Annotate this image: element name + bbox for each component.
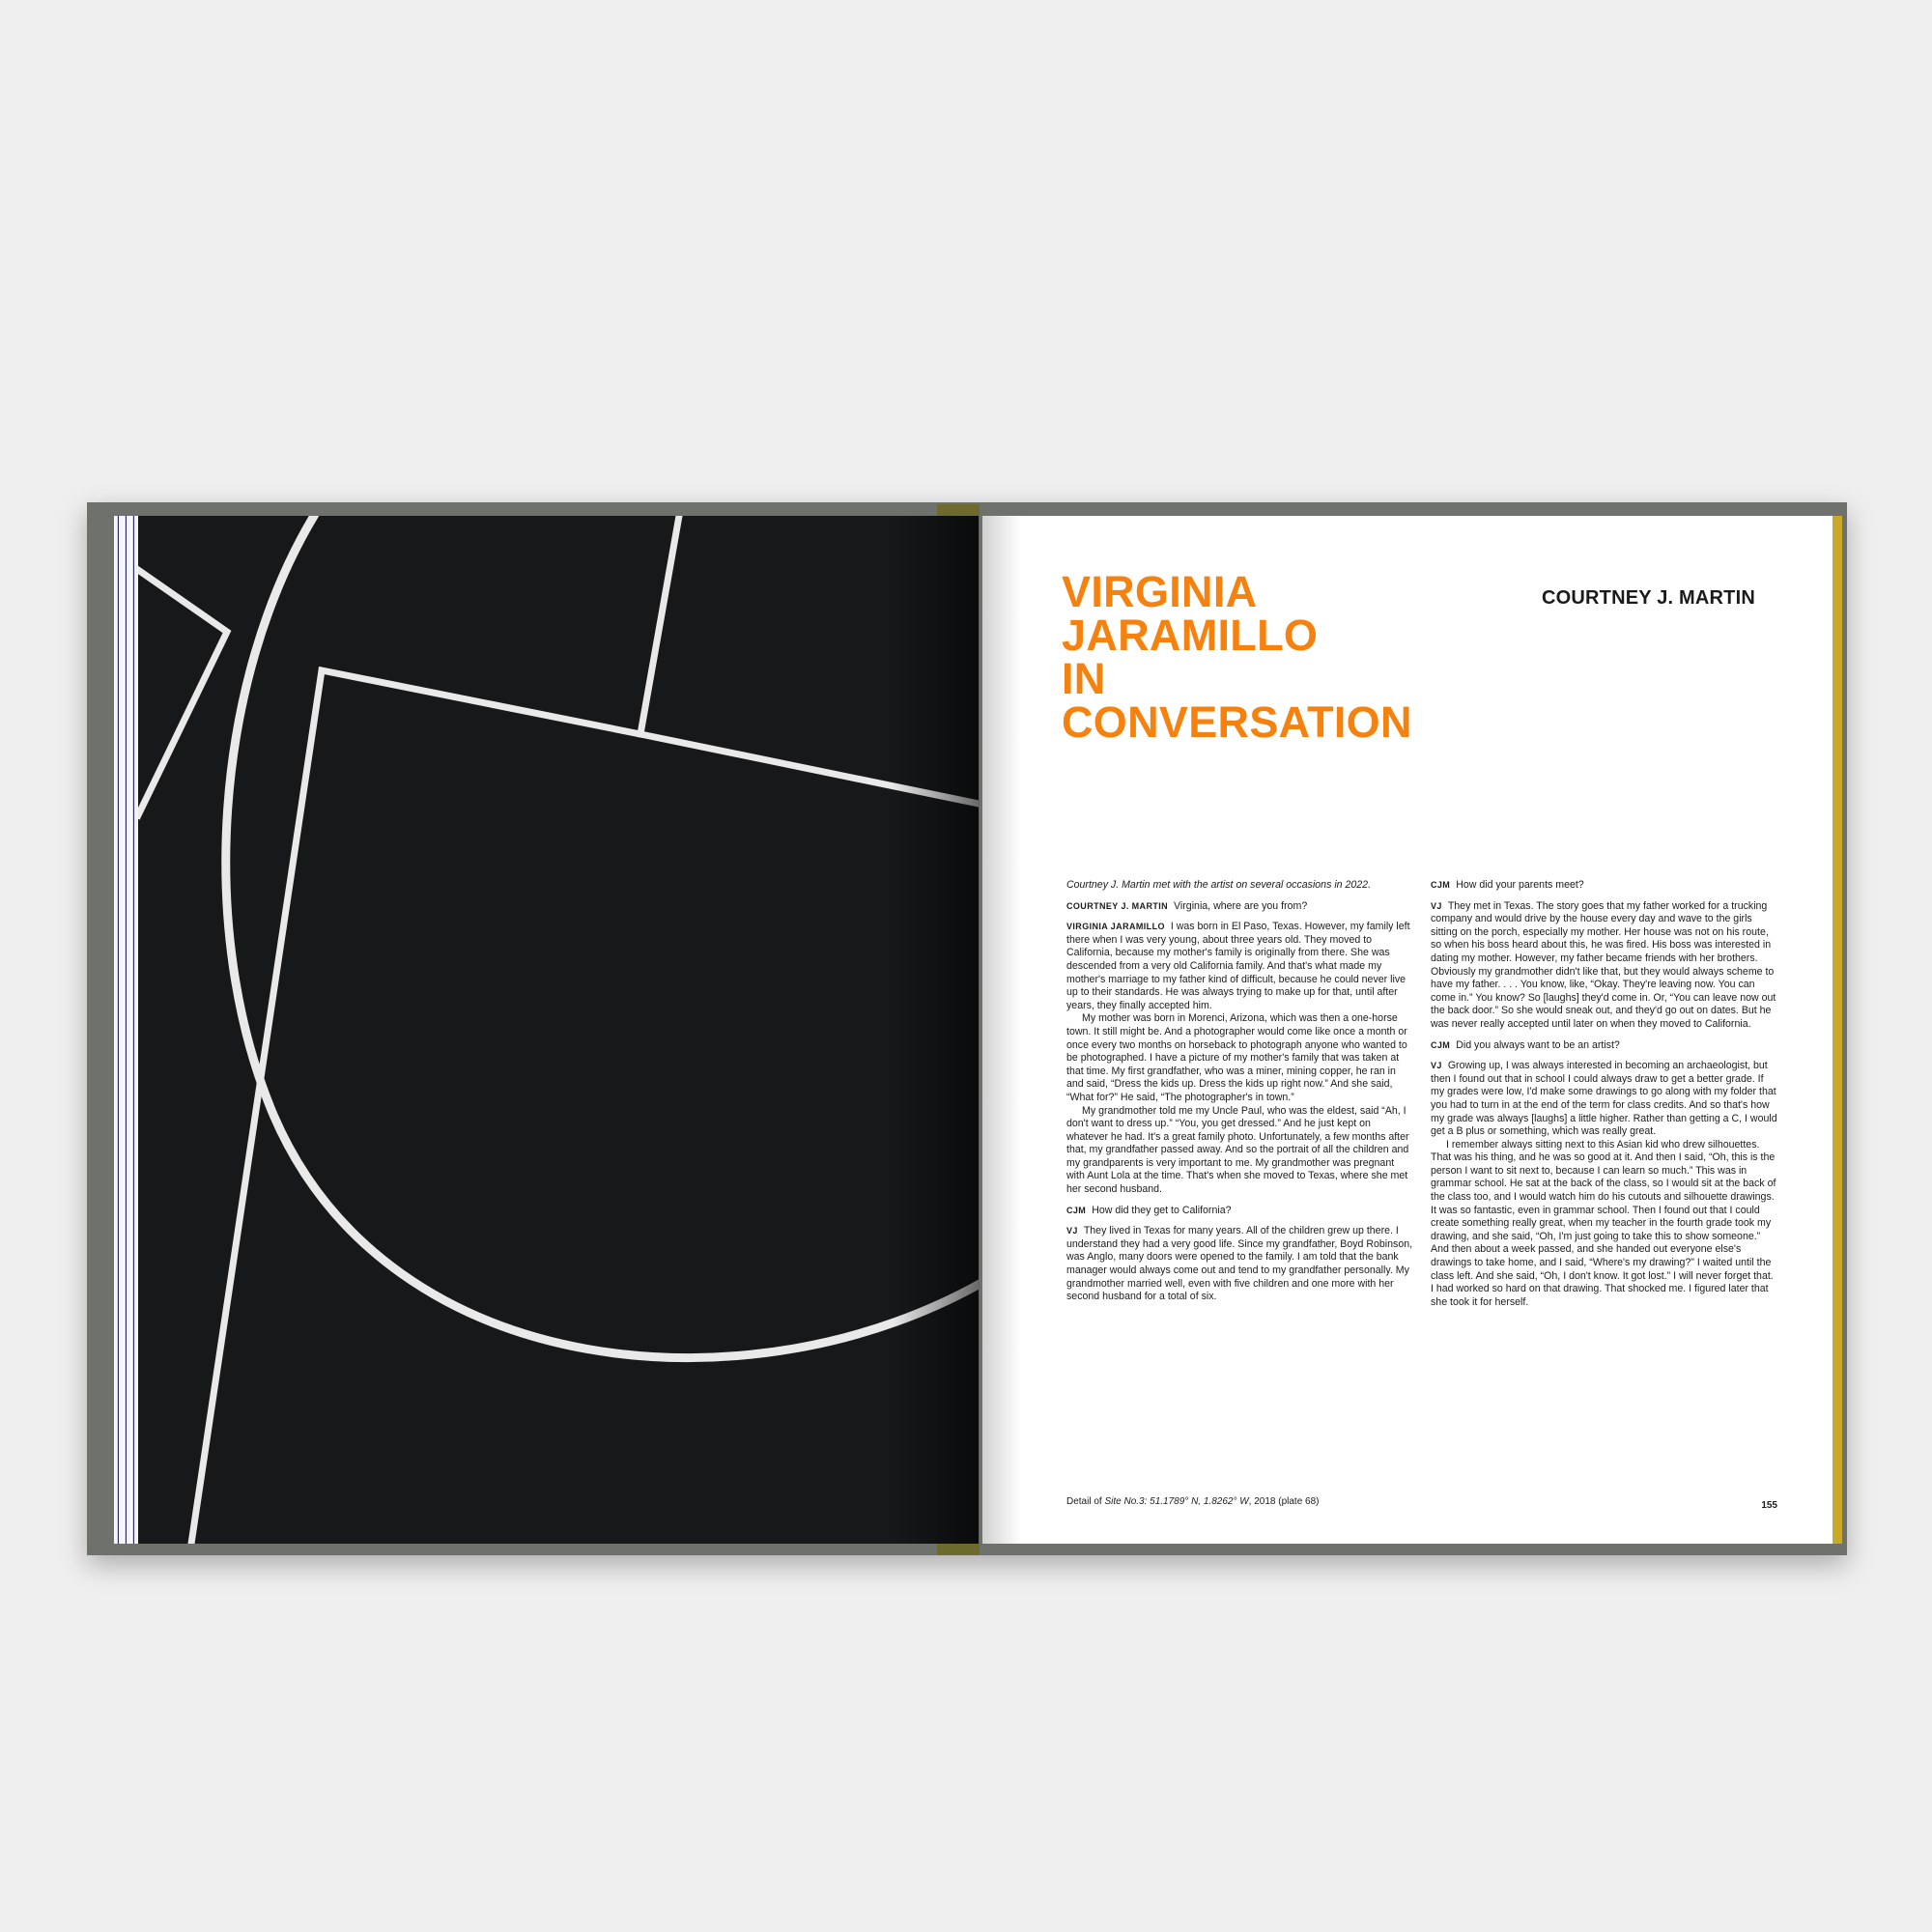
paragraph xyxy=(1431,879,1778,893)
page-edges xyxy=(114,516,139,1544)
speaker-label: CJM xyxy=(1431,880,1451,890)
paragraph xyxy=(1431,1039,1778,1053)
artwork-arc xyxy=(226,516,979,1358)
left-column xyxy=(1066,879,1414,1312)
image-caption xyxy=(1066,1496,1320,1507)
speaker-label: VJ xyxy=(1431,900,1442,911)
speaker-label: COURTNEY J. MARTIN xyxy=(1066,900,1169,911)
abstract-artwork xyxy=(138,516,979,1544)
paragraph-text: I was born in El Paso, Texas. However, my family left there when I was very young, about three years old. They moved to California, because my mother's family is originally from there. She was descended from a very old California family. And that's what made my mother's marriage to my father kind of difficult, because he could never live up to their standards. He was always trying to make up for that, until after years, they finally accepted him. xyxy=(1066,921,1410,1011)
caption-suffix: , 2018 (plate 68) xyxy=(1248,1496,1320,1507)
paragraph xyxy=(1431,1139,1778,1310)
paragraph-text: They lived in Texas for many years. All of the children grew up there. I understand they had a very good life. Since my grandfather, Boyd Robinson, was Anglo, many doors were opened to the family. I am told that the bank manager would always come out and tend to my grandfather personally. My grandmother married well, even with five children and one more with her second husband for a total of six. xyxy=(1066,1225,1413,1303)
artwork-page xyxy=(138,516,979,1544)
speaker-label: CJM xyxy=(1066,1205,1087,1215)
paragraph xyxy=(1431,900,1778,1032)
paragraph-text: My grandmother told me my Uncle Paul, who was the eldest, said “Ah, I don't want to dress up.” “You, you get dressed.” And he just kept on whatever he had. It's a great family photo. Unfortunately, a few months after that, my grandfather passed away. And so the portrait of all the children and my grandparents is very important to me. My grandmother was pregnant with Aunt Lola at the time. That's when she moved to Texas, where she met her second husband. xyxy=(1066,1104,1409,1196)
paragraph-text: Did you always want to be an artist? xyxy=(1456,1038,1620,1051)
caption-prefix: Detail of xyxy=(1066,1496,1105,1507)
title-line: JARAMILLO xyxy=(1062,611,1319,660)
speaker-label: VJ xyxy=(1066,1226,1078,1236)
right-column xyxy=(1431,879,1778,1317)
paragraph-text: My mother was born in Morenci, Arizona, which was then a one-horse town. It still might be. And a photographer would come like once a month or once every two months on horseback to photograph anyone who wanted to be photographed. I have a picture of my mother's family that was taken at that time. My first grandfather, who was a miner, mining copper, he ran in and said, “Dress the kids up. Dress the kids up right now.” And she said, “What for?” He said, “The photographer's in town.” xyxy=(1066,1012,1407,1103)
paragraph xyxy=(1066,1105,1414,1197)
title-line: VIRGINIA xyxy=(1062,567,1258,616)
gutter-shadow-left xyxy=(892,516,979,1544)
caption-title: Site No.3: 51.1789° N, 1.8262° W xyxy=(1104,1496,1249,1507)
page-number: 155 xyxy=(1761,1500,1777,1511)
gutter-shadow-right xyxy=(982,516,1021,1544)
artwork-wedge xyxy=(138,570,227,815)
paragraph-text: I remember always sitting next to this Asian kid who drew silhouettes. That was his thing, and he was so good at it. And then I said, “Oh, this is the person I want to sit next to, because I can learn so much.” This was in grammar school. He sat at the back of the class, so I would sit at the back of the class too, and I would watch him do his cutouts and silhouette drawings. It was so fantastic, even in grammar school. Then I found out that I could create something really great, when my teacher in the fourth grade took my drawing, and she said, “Oh, I'm just going to take this to show someone.” And then about a week passed, and she handed out everyone else's drawings to take home, and I said, “Where's my drawing?” I waited until the class left. And she said, “Oh, I don't know. It got lost.” I will never forget that. I had worked so hard on that drawing. That shocked me. I figured later that she took it for herself. xyxy=(1431,1138,1776,1308)
speaker-label: VJ xyxy=(1431,1061,1442,1071)
article-title xyxy=(1062,567,1525,747)
paragraph-text: Growing up, I was always interested in becoming an archaeologist, but then I found out that in school I could always draw to get a better grade. If my grades were low, I'd make some drawings to go along with my folder that you had to turn in at the end of the term for class credits. And so that's how my grade was always [laughs] a little higher. Rather than getting a C, I would get a B plus or something, which was really great. xyxy=(1431,1060,1777,1138)
paragraph xyxy=(1066,921,1414,1012)
paragraph-text: Virginia, where are you from? xyxy=(1174,899,1308,912)
title-line: CONVERSATION xyxy=(1062,697,1412,747)
artwork-bracket xyxy=(191,670,979,1544)
speaker-label: CJM xyxy=(1431,1039,1451,1050)
paragraph-text: How did they get to California? xyxy=(1092,1204,1232,1216)
title-line: IN xyxy=(1062,654,1106,703)
paragraph xyxy=(1066,1012,1414,1104)
paragraph xyxy=(1066,1225,1414,1304)
intro-text: Courtney J. Martin met with the artist on several occasions in 2022. xyxy=(1066,879,1372,891)
paragraph-text: How did your parents meet? xyxy=(1456,879,1584,891)
paragraph xyxy=(1066,900,1414,914)
speaker-label: VIRGINIA JARAMILLO xyxy=(1066,922,1165,932)
text-page xyxy=(982,516,1833,1544)
artwork-short-line xyxy=(640,516,679,734)
paragraph-text: They met in Texas. The story goes that my father worked for a trucking company and would drive by the house every day and wave to the girls sitting on the porch, especially my mother. Her house was not on his route, so when his boss heard about this, he was fired. His boss was interested in dating my mother. However, my father became friends with her brothers. Obviously my grandmother didn't like that, but they would always scheme to have my father. . . . You know, like, “Okay. They're leaving now. You can come in.” You know? So [laughs] they'd come in. Or, “You can leave now out the back door.” So she would sneak out, and they'd go out on dates. But he was never really accepted until later on when they moved to California. xyxy=(1431,899,1776,1030)
paragraph xyxy=(1066,1205,1414,1218)
author-name: COURTNEY J. MARTIN xyxy=(1541,587,1755,609)
paragraph xyxy=(1431,1060,1778,1139)
cover-edge xyxy=(1833,516,1842,1544)
